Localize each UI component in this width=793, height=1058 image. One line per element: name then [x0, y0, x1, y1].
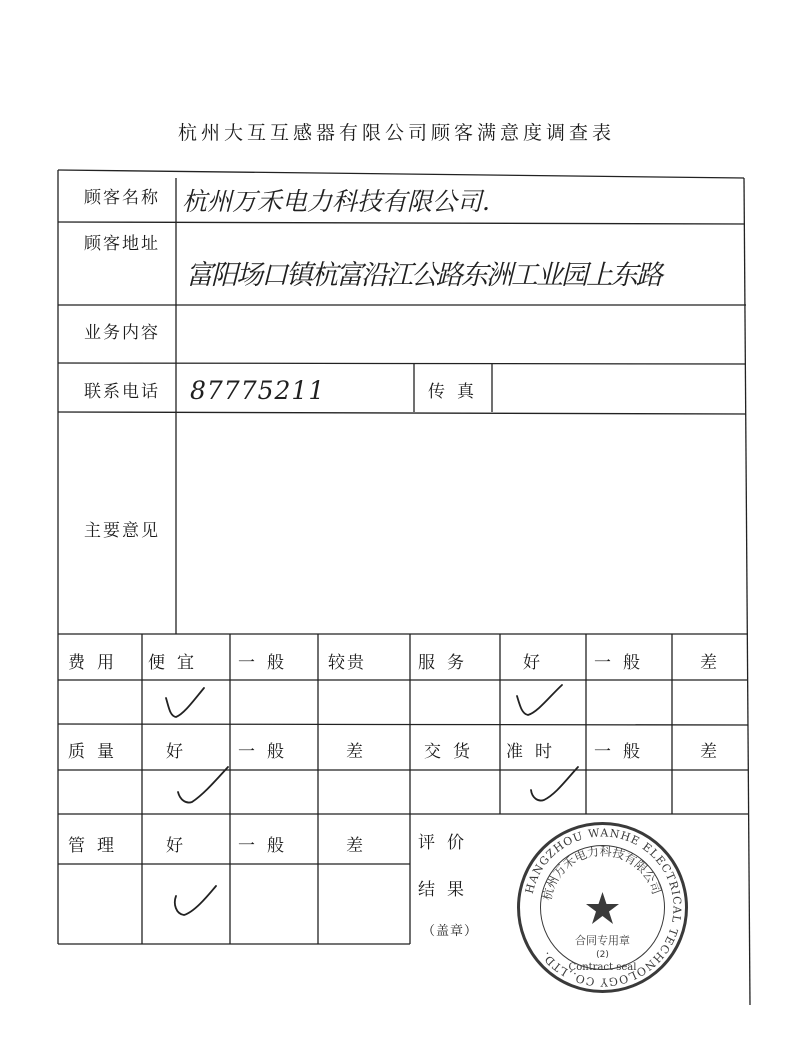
check-cost-cheap [160, 684, 210, 724]
customer-address-value: 富阳场口镇杭富沿江公路东洲工业园上东路 [186, 260, 661, 291]
check-service-good [512, 682, 566, 722]
seal-name-cn: 杭州万禾电力科技有限公司 [539, 844, 664, 902]
cost-option-expensive: 较贵 [328, 653, 366, 673]
delivery-option-ontime: 准时 [506, 742, 564, 762]
seal-ring-text: HANGZHOU WANHE ELECTRICAL TECHNOLOGY CO.,LTD. [522, 826, 684, 989]
management-option-average: 一般 [238, 836, 296, 856]
delivery-option-poor: 差 [700, 742, 719, 762]
phone-label: 联系电话 [84, 382, 160, 402]
quality-label: 质量 [68, 742, 126, 762]
quality-option-average: 一般 [238, 742, 296, 762]
phone-value: 87775211 [190, 376, 326, 405]
evaluation-label-1: 评价 [418, 833, 476, 853]
delivery-option-average: 一般 [594, 742, 652, 762]
service-option-good: 好 [523, 653, 542, 673]
customer-address-label: 顾客地址 [84, 234, 160, 254]
stamp-note: （盖章） [422, 924, 479, 939]
management-option-good: 好 [166, 836, 185, 856]
cost-option-cheap: 便宜 [148, 653, 206, 673]
business-label: 业务内容 [84, 323, 160, 343]
form-title: 杭州大互互感器有限公司顾客满意度调查表 [177, 122, 615, 144]
company-seal [515, 820, 690, 995]
evaluation-label-2: 结果 [418, 880, 476, 900]
cost-option-average: 一般 [238, 653, 296, 673]
cost-label: 费用 [68, 653, 126, 673]
delivery-label: 交货 [424, 742, 482, 762]
management-label: 管理 [68, 836, 126, 856]
opinions-label: 主要意见 [84, 521, 160, 541]
quality-option-poor: 差 [346, 742, 365, 762]
fax-label: 传真 [428, 382, 486, 402]
seal-purpose-en: Contract seal [568, 962, 637, 973]
check-quality-good [172, 764, 232, 808]
seal-number: (2) [596, 950, 609, 960]
customer-name-value: 杭州万禾电力科技有限公司. [182, 187, 490, 216]
quality-option-good: 好 [166, 742, 185, 762]
check-delivery-ontime [526, 764, 582, 808]
service-label: 服务 [418, 653, 476, 673]
service-option-average: 一般 [594, 653, 652, 673]
customer-name-label: 顾客名称 [84, 188, 160, 208]
management-option-poor: 差 [346, 836, 365, 856]
seal-star-icon [586, 892, 619, 924]
check-management-good [170, 882, 222, 922]
seal-purpose: 合同专用章 [575, 934, 630, 947]
service-option-poor: 差 [700, 653, 719, 673]
